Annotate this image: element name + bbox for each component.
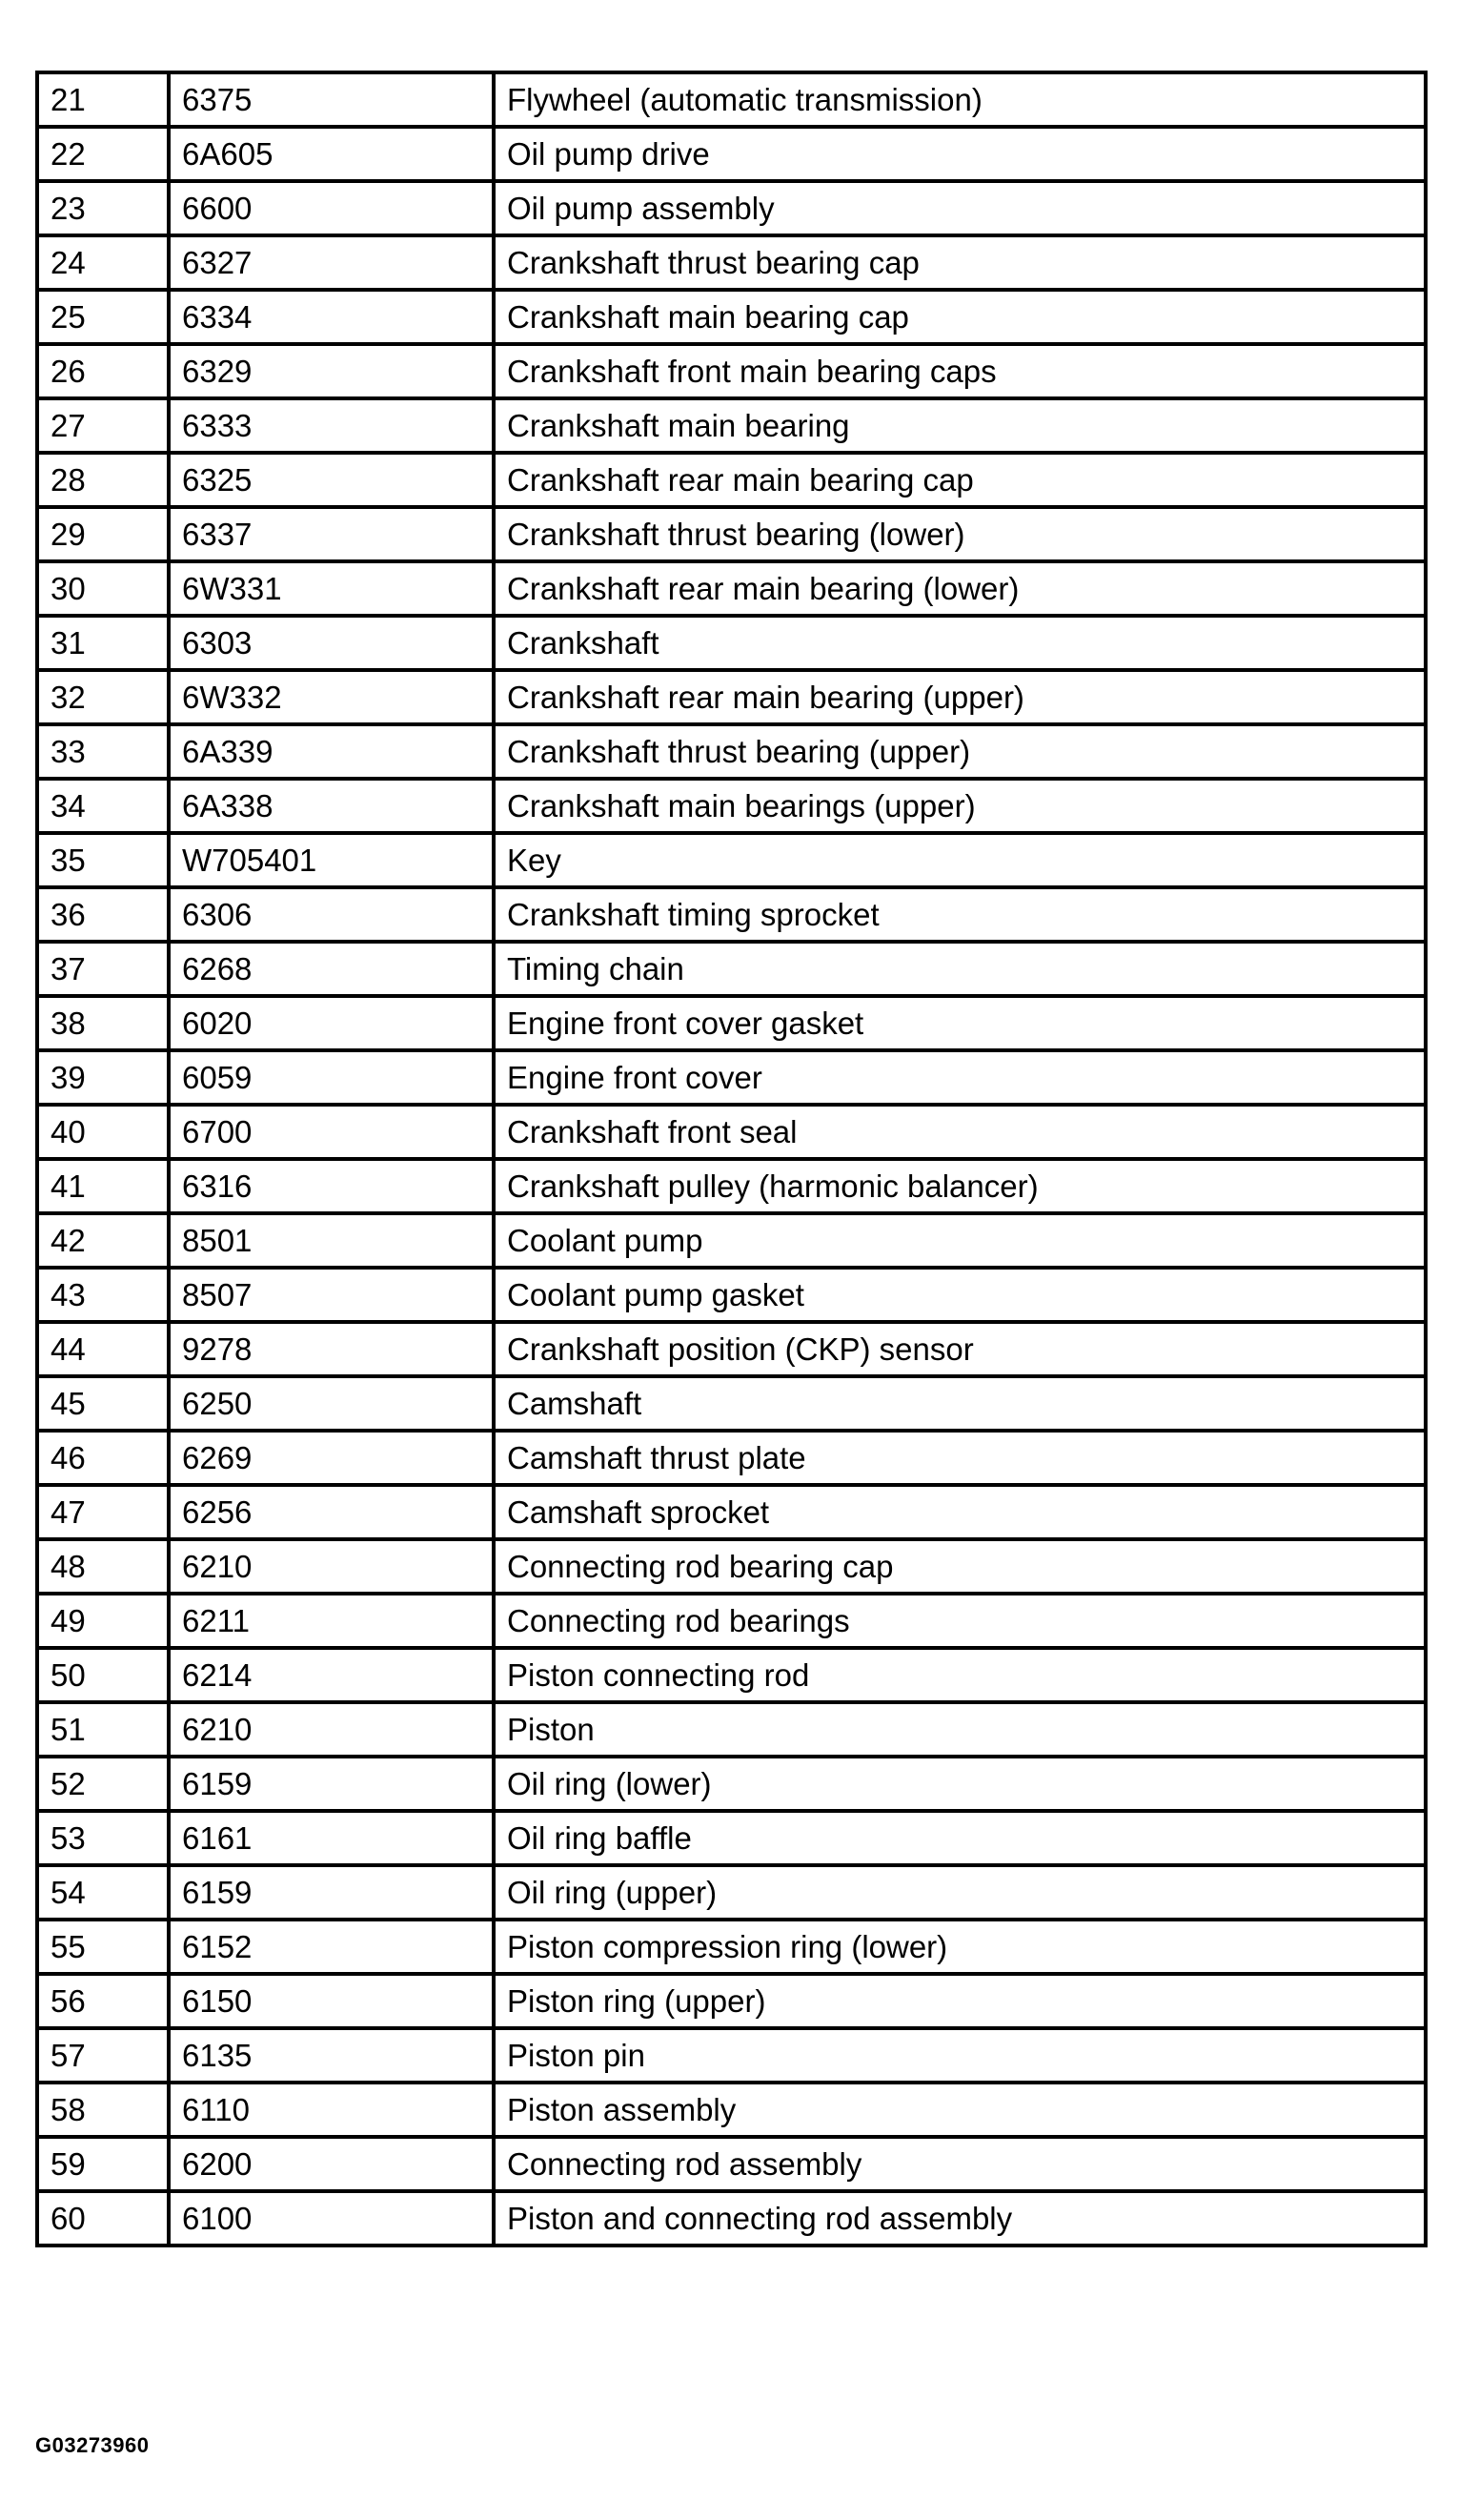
item-number-cell: 53	[37, 1811, 169, 1865]
figure-id: G03273960	[35, 2433, 150, 2457]
part-number-cell: 6W331	[169, 561, 494, 616]
table-row	[37, 887, 1426, 942]
part-number-cell: 6250	[169, 1376, 494, 1431]
item-number-cell: 32	[37, 670, 169, 724]
part-number-cell: 6303	[169, 616, 494, 670]
description-cell: Crankshaft front seal	[494, 1105, 1426, 1159]
part-number-cell: 6210	[169, 1702, 494, 1757]
part-number-cell: 6210	[169, 1539, 494, 1594]
table-row	[37, 1376, 1426, 1431]
description-cell: Crankshaft main bearing	[494, 398, 1426, 453]
description-cell: Oil ring (lower)	[494, 1757, 1426, 1811]
description-cell: Piston pin	[494, 2028, 1426, 2083]
table-row	[37, 1213, 1426, 1268]
table-row	[37, 398, 1426, 453]
part-number-cell: 8507	[169, 1268, 494, 1322]
table-row	[37, 290, 1426, 344]
table-row	[37, 1431, 1426, 1485]
item-number-cell: 22	[37, 127, 169, 181]
table-row	[37, 1105, 1426, 1159]
item-number-cell: 58	[37, 2083, 169, 2137]
item-number-cell: 54	[37, 1865, 169, 1920]
part-number-cell: 6150	[169, 1974, 494, 2028]
part-number-cell: 6600	[169, 181, 494, 235]
table-row	[37, 2191, 1426, 2246]
description-cell: Timing chain	[494, 942, 1426, 996]
part-number-cell: 6375	[169, 72, 494, 127]
part-number-cell: 9278	[169, 1322, 494, 1376]
part-number-cell: 6333	[169, 398, 494, 453]
description-cell: Engine front cover gasket	[494, 996, 1426, 1050]
item-number-cell: 52	[37, 1757, 169, 1811]
description-cell: Piston connecting rod	[494, 1648, 1426, 1702]
description-cell: Camshaft thrust plate	[494, 1431, 1426, 1485]
item-number-cell: 24	[37, 235, 169, 290]
description-cell: Crankshaft position (CKP) sensor	[494, 1322, 1426, 1376]
description-cell: Oil ring (upper)	[494, 1865, 1426, 1920]
item-number-cell: 60	[37, 2191, 169, 2246]
parts-table-body	[37, 72, 1426, 2246]
table-row	[37, 833, 1426, 887]
description-cell: Connecting rod bearings	[494, 1594, 1426, 1648]
description-cell: Coolant pump	[494, 1213, 1426, 1268]
part-number-cell: 6020	[169, 996, 494, 1050]
description-cell: Piston and connecting rod assembly	[494, 2191, 1426, 2246]
table-row	[37, 942, 1426, 996]
part-number-cell: 6700	[169, 1105, 494, 1159]
item-number-cell: 50	[37, 1648, 169, 1702]
description-cell: Crankshaft main bearings (upper)	[494, 779, 1426, 833]
part-number-cell: 6306	[169, 887, 494, 942]
item-number-cell: 36	[37, 887, 169, 942]
description-cell: Crankshaft pulley (harmonic balancer)	[494, 1159, 1426, 1213]
part-number-cell: 8501	[169, 1213, 494, 1268]
item-number-cell: 48	[37, 1539, 169, 1594]
table-row	[37, 1865, 1426, 1920]
table-row	[37, 1920, 1426, 1974]
table-row	[37, 1159, 1426, 1213]
table-row	[37, 1757, 1426, 1811]
part-number-cell: 6161	[169, 1811, 494, 1865]
part-number-cell: W705401	[169, 833, 494, 887]
table-row	[37, 1539, 1426, 1594]
part-number-cell: 6334	[169, 290, 494, 344]
part-number-cell: 6325	[169, 453, 494, 507]
part-number-cell: 6268	[169, 942, 494, 996]
item-number-cell: 55	[37, 1920, 169, 1974]
description-cell: Coolant pump gasket	[494, 1268, 1426, 1322]
part-number-cell: 6327	[169, 235, 494, 290]
table-row	[37, 127, 1426, 181]
description-cell: Connecting rod assembly	[494, 2137, 1426, 2191]
item-number-cell: 37	[37, 942, 169, 996]
part-number-cell: 6W332	[169, 670, 494, 724]
part-number-cell: 6152	[169, 1920, 494, 1974]
item-number-cell: 25	[37, 290, 169, 344]
item-number-cell: 45	[37, 1376, 169, 1431]
description-cell: Oil pump assembly	[494, 181, 1426, 235]
table-row	[37, 2083, 1426, 2137]
description-cell: Piston compression ring (lower)	[494, 1920, 1426, 1974]
table-row	[37, 1594, 1426, 1648]
part-number-cell: 6337	[169, 507, 494, 561]
description-cell: Crankshaft thrust bearing (upper)	[494, 724, 1426, 779]
item-number-cell: 51	[37, 1702, 169, 1757]
item-number-cell: 40	[37, 1105, 169, 1159]
table-row	[37, 1648, 1426, 1702]
table-row	[37, 507, 1426, 561]
description-cell: Crankshaft	[494, 616, 1426, 670]
part-number-cell: 6A338	[169, 779, 494, 833]
part-number-cell: 6211	[169, 1594, 494, 1648]
table-row	[37, 1268, 1426, 1322]
item-number-cell: 26	[37, 344, 169, 398]
table-row	[37, 724, 1426, 779]
table-row	[37, 1974, 1426, 2028]
table-row	[37, 561, 1426, 616]
description-cell: Key	[494, 833, 1426, 887]
table-row	[37, 344, 1426, 398]
part-number-cell: 6A339	[169, 724, 494, 779]
description-cell: Crankshaft thrust bearing (lower)	[494, 507, 1426, 561]
item-number-cell: 46	[37, 1431, 169, 1485]
description-cell: Engine front cover	[494, 1050, 1426, 1105]
description-cell: Crankshaft rear main bearing (upper)	[494, 670, 1426, 724]
part-number-cell: 6316	[169, 1159, 494, 1213]
description-cell: Crankshaft timing sprocket	[494, 887, 1426, 942]
part-number-cell: 6329	[169, 344, 494, 398]
part-number-cell: 6256	[169, 1485, 494, 1539]
table-row	[37, 616, 1426, 670]
description-cell: Oil pump drive	[494, 127, 1426, 181]
description-cell: Crankshaft thrust bearing cap	[494, 235, 1426, 290]
part-number-cell: 6214	[169, 1648, 494, 1702]
description-cell: Crankshaft rear main bearing cap	[494, 453, 1426, 507]
item-number-cell: 29	[37, 507, 169, 561]
part-number-cell: 6059	[169, 1050, 494, 1105]
item-number-cell: 33	[37, 724, 169, 779]
description-cell: Crankshaft front main bearing caps	[494, 344, 1426, 398]
item-number-cell: 38	[37, 996, 169, 1050]
item-number-cell: 43	[37, 1268, 169, 1322]
item-number-cell: 49	[37, 1594, 169, 1648]
item-number-cell: 27	[37, 398, 169, 453]
description-cell: Connecting rod bearing cap	[494, 1539, 1426, 1594]
description-cell: Camshaft sprocket	[494, 1485, 1426, 1539]
table-row	[37, 779, 1426, 833]
table-row	[37, 670, 1426, 724]
description-cell: Piston ring (upper)	[494, 1974, 1426, 2028]
part-number-cell: 6110	[169, 2083, 494, 2137]
item-number-cell: 35	[37, 833, 169, 887]
description-cell: Piston assembly	[494, 2083, 1426, 2137]
table-row	[37, 1485, 1426, 1539]
description-cell: Oil ring baffle	[494, 1811, 1426, 1865]
table-row	[37, 181, 1426, 235]
table-row	[37, 72, 1426, 127]
item-number-cell: 28	[37, 453, 169, 507]
item-number-cell: 59	[37, 2137, 169, 2191]
part-number-cell: 6159	[169, 1757, 494, 1811]
table-row	[37, 2028, 1426, 2083]
item-number-cell: 21	[37, 72, 169, 127]
table-row	[37, 453, 1426, 507]
description-cell: Crankshaft rear main bearing (lower)	[494, 561, 1426, 616]
item-number-cell: 30	[37, 561, 169, 616]
table-row	[37, 1702, 1426, 1757]
part-number-cell: 6269	[169, 1431, 494, 1485]
part-number-cell: 6200	[169, 2137, 494, 2191]
item-number-cell: 44	[37, 1322, 169, 1376]
item-number-cell: 39	[37, 1050, 169, 1105]
table-row	[37, 1811, 1426, 1865]
item-number-cell: 42	[37, 1213, 169, 1268]
description-cell: Flywheel (automatic transmission)	[494, 72, 1426, 127]
description-cell: Crankshaft main bearing cap	[494, 290, 1426, 344]
table-row	[37, 1322, 1426, 1376]
item-number-cell: 57	[37, 2028, 169, 2083]
table-row	[37, 1050, 1426, 1105]
item-number-cell: 34	[37, 779, 169, 833]
part-number-cell: 6A605	[169, 127, 494, 181]
item-number-cell: 41	[37, 1159, 169, 1213]
part-number-cell: 6100	[169, 2191, 494, 2246]
item-number-cell: 56	[37, 1974, 169, 2028]
description-cell: Camshaft	[494, 1376, 1426, 1431]
table-row	[37, 2137, 1426, 2191]
part-number-cell: 6135	[169, 2028, 494, 2083]
table-row	[37, 235, 1426, 290]
item-number-cell: 31	[37, 616, 169, 670]
table-row	[37, 996, 1426, 1050]
description-cell: Piston	[494, 1702, 1426, 1757]
item-number-cell: 23	[37, 181, 169, 235]
parts-table	[35, 71, 1428, 2247]
part-number-cell: 6159	[169, 1865, 494, 1920]
item-number-cell: 47	[37, 1485, 169, 1539]
